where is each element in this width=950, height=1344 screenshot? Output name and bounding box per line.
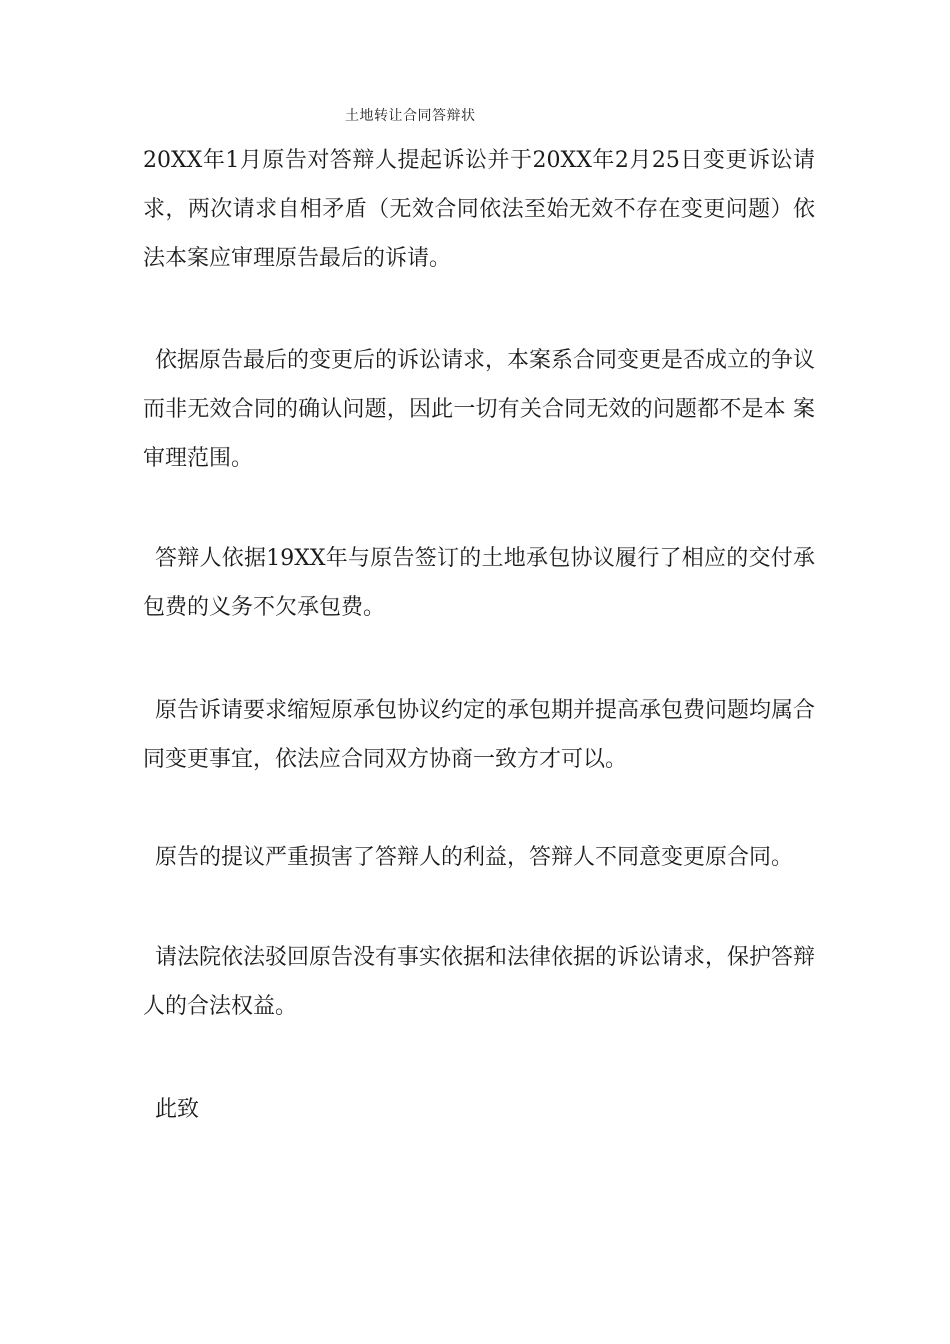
paragraph-rejection: 原告的提议严重损害了答辩人的利益，答辩人不同意变更原合同。 — [155, 845, 794, 870]
paragraph-payment-fulfilled: 答辩人依据19XX年与原告签订的土地承包协议履行了相应的交付承包费的义务不欠承包费。 — [143, 546, 815, 620]
paragraph-closing: 此致 — [155, 1097, 200, 1122]
paragraph-scope-of-trial: 依据原告最后的变更后的诉讼请求，本案系合同变更是否成立的争议而非无效合同的确认问题，因此一切有关合同无效的问题都不是本 案审理范围。 — [143, 348, 816, 471]
document-title: 土地转让合同答辩状 — [345, 108, 476, 124]
paragraph-litigation-history: 20XX年1月原告对答辩人提起诉讼并于20XX年2月25日变更诉讼请求，两次请求自相矛盾（无效合同依法至始无效不存在变更问题）依 法本案应审理原告最后的诉请。 — [143, 148, 815, 271]
paragraph-contract-change: 原告诉请要求缩短原承包协议约定的承包期并提高承包费问题均属合同变更事宜，依法应合同双方协商一致方才可以。 — [143, 698, 816, 772]
paragraph-request-to-court: 请法院依法驳回原告没有事实依据和法律依据的诉讼请求，保护答辩人的合法权益。 — [143, 945, 816, 1019]
